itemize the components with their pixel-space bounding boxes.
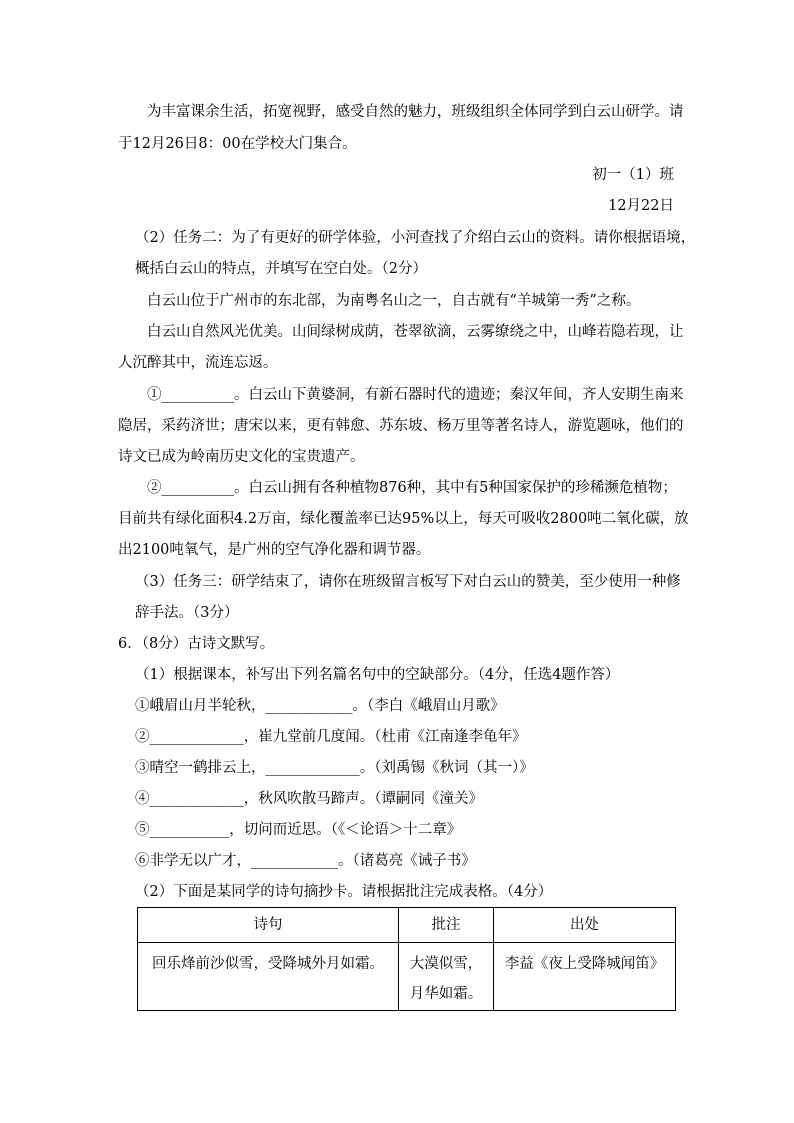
task3-prompt-line2: 辞手法。（3分） [135,605,239,621]
task2-para4-line3: 出2100吨氧气，是广州的空气净化器和调节器。 [118,542,431,558]
recitation-item: ②_____________，崔九堂前几度闻。（杜甫《江南逢李龟年》 [135,729,527,745]
notice-body-line2: 于12月26日8：00在学校大门集合。 [118,136,357,152]
table-header-row [138,908,676,943]
header-source: 出处 [494,908,676,943]
recitation-item: ③晴空一鹤排云上，_____________。（刘禹锡《秋词（其一）》 [135,760,534,776]
task2-prompt-line2: 概括白云山的特点，并填写在空白处。（2分） [135,261,427,277]
notice-signature-class: 初一（1）班 [592,167,674,183]
task2-para3-line3: 诗文已成为岭南历史文化的宝贵遗产。 [118,449,365,465]
question-6-title: 6．（8分）古诗文默写。 [118,636,275,652]
recitation-item: ④_____________，秋风吹散马蹄声。（谭嗣同《潼关》 [135,791,483,807]
task3-prompt-line1: （3）任务三：研学结束了，请你在班级留言板写下对白云山的赞美，至少使用一种修 [135,574,681,590]
task2-prompt-line1: （2）任务二：为了有更好的研学体验，小河查找了介绍白云山的资料。请你根据语境， [135,230,696,246]
task2-para1: 白云山位于广州市的东北部，为南粤名山之一，自古就有“羊城第一秀”之称。 [147,293,641,309]
header-annotation: 批注 [399,908,494,943]
recitation-item: ⑥非学无以广才，____________。（诸葛亮《诫子书》 [135,853,476,869]
task2-para4-line2: 目前共有绿化面积4.2万亩，绿化覆盖率已达95%以上，每天可吸收2800吨二氧化碳，放 [118,511,689,527]
task2-para4-line1: ②__________。白云山拥有各种植物876种，其中有5种国家保护的珍稀濒危植物； [147,480,677,496]
cell-annotation: 大漠似雪，月华如霜。 [399,943,494,1011]
task2-para2-line2: 人沉醉其中，流连忘返。 [118,355,278,371]
recitation-item: ①峨眉山月半轮秋，____________。（李白《峨眉山月歌》 [135,698,505,714]
table-row [138,943,676,1011]
notice-signature-date: 12月22日 [608,198,674,214]
task2-para3-line1: ①__________。白云山下黄婆洞，有新石器时代的遗迹；秦汉年间，齐人安期生南来 [147,387,684,403]
notice-body-line1: 为丰富课余生活，拓宽视野，感受自然的魅力，班级组织全体同学到白云山研学。请 [147,104,684,120]
question-6-sub2: （2）下面是某同学的诗句摘抄卡。请根据批注完成表格。（4分） [135,884,553,900]
task2-para3-line2: 隐居，采药济世；唐宋以来，更有韩愈、苏东坡、杨万里等著名诗人，游览题咏，他们的 [118,418,684,434]
header-poem-line: 诗句 [138,908,399,943]
cell-poem-line: 回乐烽前沙似雪，受降城外月如霜。 [138,943,399,1011]
task2-para2-line1: 白云山自然风光优美。山间绿树成荫，苍翠欲滴，云雾缭绕之中，山峰若隐若现，让 [147,324,684,340]
cell-source: 李益《夜上受降城闻笛》 [494,943,676,1011]
recitation-item: ⑤___________，切问而近思。（《＜论语＞十二章》 [135,822,462,838]
question-6-sub1: （1）根据课本，补写出下列名篇名句中的空缺部分。（4分，任选4题作答） [135,667,620,683]
poem-card-table [137,907,676,1011]
